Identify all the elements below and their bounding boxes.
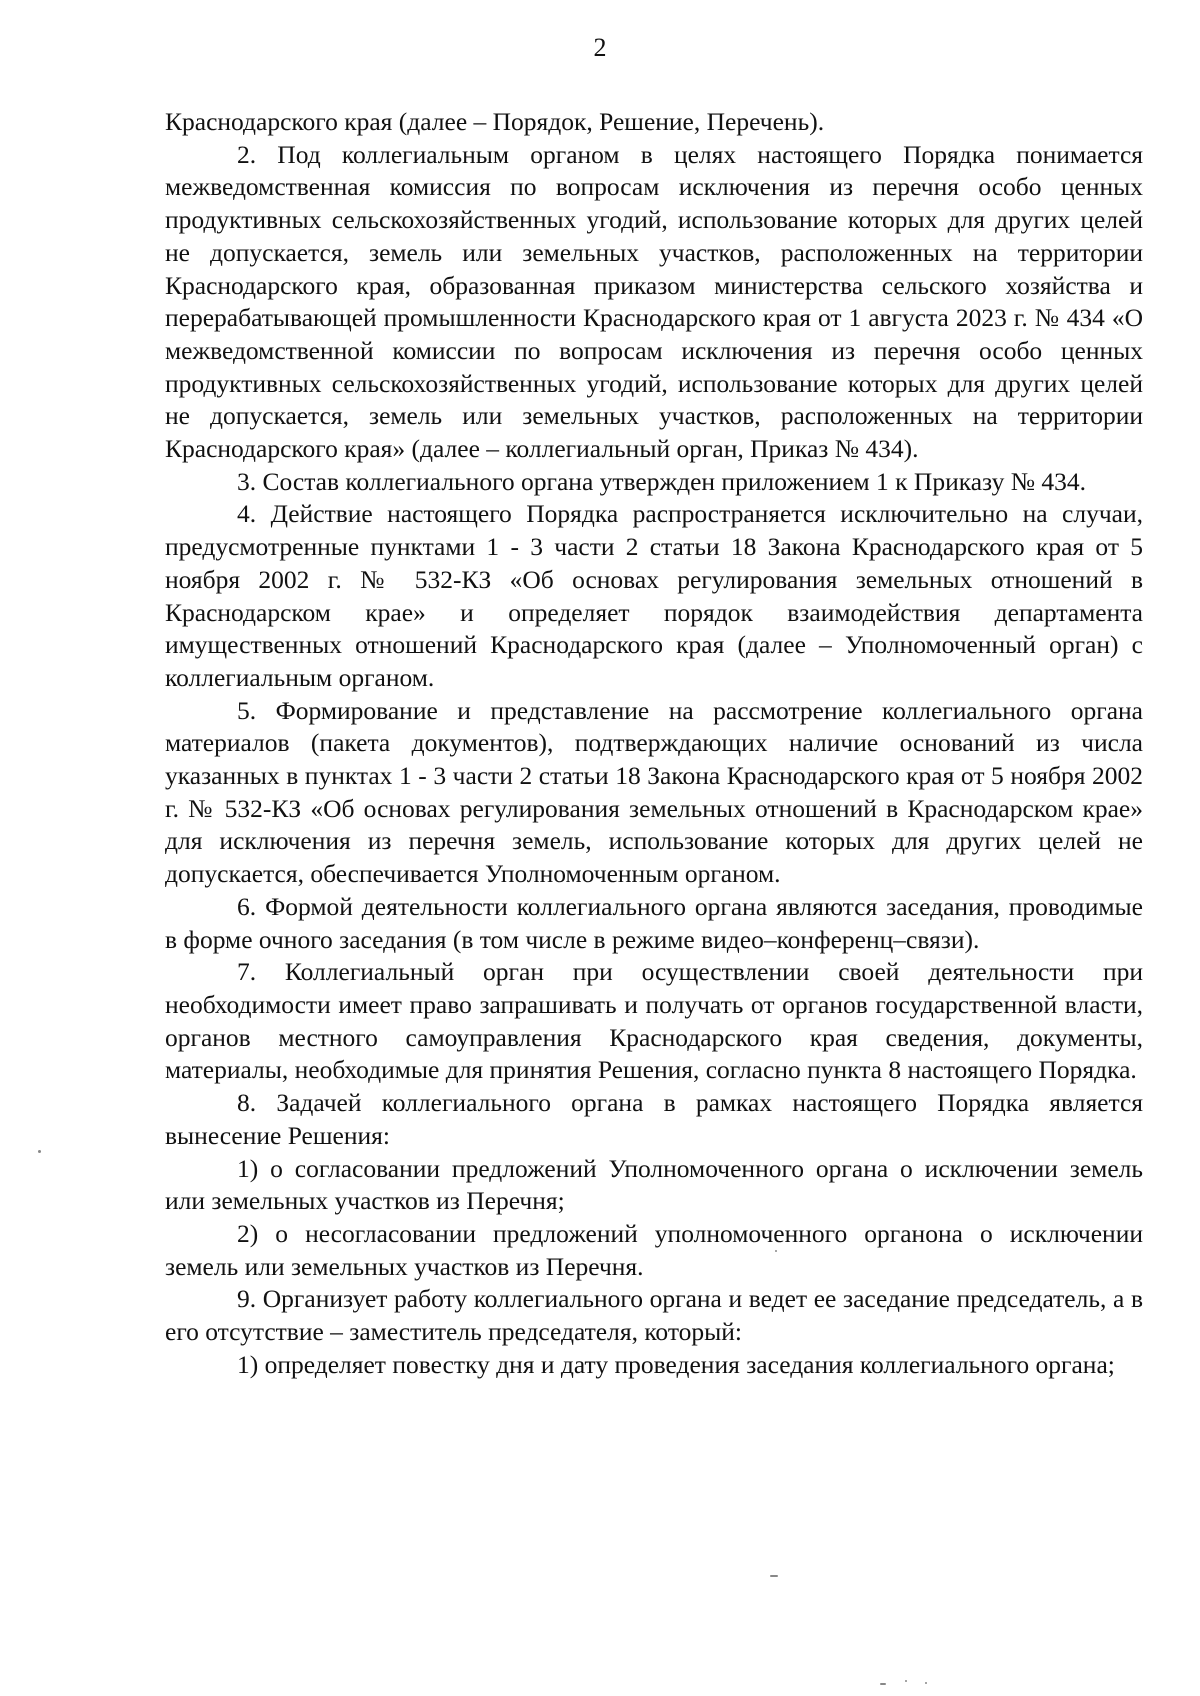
scan-artifact [880,1683,886,1685]
paragraph-item-6: 6. Формой деятельности коллегиального органа являются заседания, проводимые в форме очного заседания (в том числе в режиме видео–конференц–связи). [165,891,1143,954]
paragraph-item-3: 3. Состав коллегиального органа утвержден приложением 1 к Приказу № 434. [237,466,1087,496]
scan-artifact [38,1150,41,1153]
paragraph-item-2: 2. Под коллегиальным органом в целях настоящего Порядка понимается межведомственная комиссия по вопросам исключения из перечня особо ценных продуктивных сельскохозяйственных угодий, использование которых для других целей не допускается, земель или земельных участков, расположенных на территории Краснодарского края, образованная приказом министерства сельского хозяйства и перерабатывающей промышленности Краснодарского края от 1 августа 2023 г. № 434 «О межведомственной комиссии по вопросам исключения из перечня особо ценных продуктивных сельскохозяйственных угодий, использование которых для других целей не допускается, земель или земельных участков, расположенных на территории Краснодарского края» (далее – коллегиальный орган, Приказ № 434). [165,139,1143,464]
paragraph-subitem-8-1: 1) о согласовании предложений Уполномоченного органа о исключении земель или земельных участков из Перечня; [165,1153,1143,1216]
paragraph-subitem-9-1: 1) определяет повестку дня и дату проведения заседания коллегиального органа; [237,1349,1115,1379]
paragraph-subitem-8-2: 2) о несогласовании предложений уполномоченного органона о исключении земель или земельных участков из Перечня. [165,1218,1143,1281]
scan-artifact [770,1575,778,1577]
document-body [165,106,1143,1381]
paragraph-item-5: 5. Формирование и представление на рассмотрение коллегиального органа материалов (пакета документов), подтверждающих наличие оснований из числа указанных в пунктах 1 - 3 части 2 статьи 18 Закона Краснодарского края от 5 ноября 2002 г. № 532-КЗ «Об основах регулирования земельных отношений в Краснодарском крае» для исключения из перечня земель, использование которых для других целей не допускается, обеспечивается Уполномоченным органом. [165,695,1143,889]
paragraph-item-4: 4. Действие настоящего Порядка распространяется исключительно на случаи, предусмотренные пунктами 1 - 3 части 2 статьи 18 Закона Краснодарского края от 5 ноября 2002 г. № 532-КЗ «Об основах регулирования земельных отношений в Краснодарском крае» и определяет порядок взаимодействия департамента имущественных отношений Краснодарского края (далее – Уполномоченный орган) с коллегиальным органом. [165,499,1143,692]
paragraph-item-9: 9. Организует работу коллегиального органа и ведет ее заседание председатель, а в его отсутствие – заместитель председателя, который: [165,1284,1143,1347]
paragraph-item-8: 8. Задачей коллегиального органа в рамках настоящего Порядка является вынесение Решения: [165,1088,1143,1150]
scan-artifact [925,1682,927,1684]
paragraph-1-continuation: Краснодарского края (далее – Порядок, Решение, Перечень). [165,107,825,136]
paragraph-item-7: 7. Коллегиальный орган при осуществлении своей деятельности при необходимости имеет право запрашивать и получать от органов государственной власти, органов местного самоуправления Краснодарского края сведения, документы, материалы, необходимые для принятия Решения, согласно пункта 8 настоящего Порядка. [165,957,1143,1085]
scan-artifact [775,1250,777,1252]
page-number: 2 [593,33,607,62]
scan-artifact [905,1680,907,1682]
